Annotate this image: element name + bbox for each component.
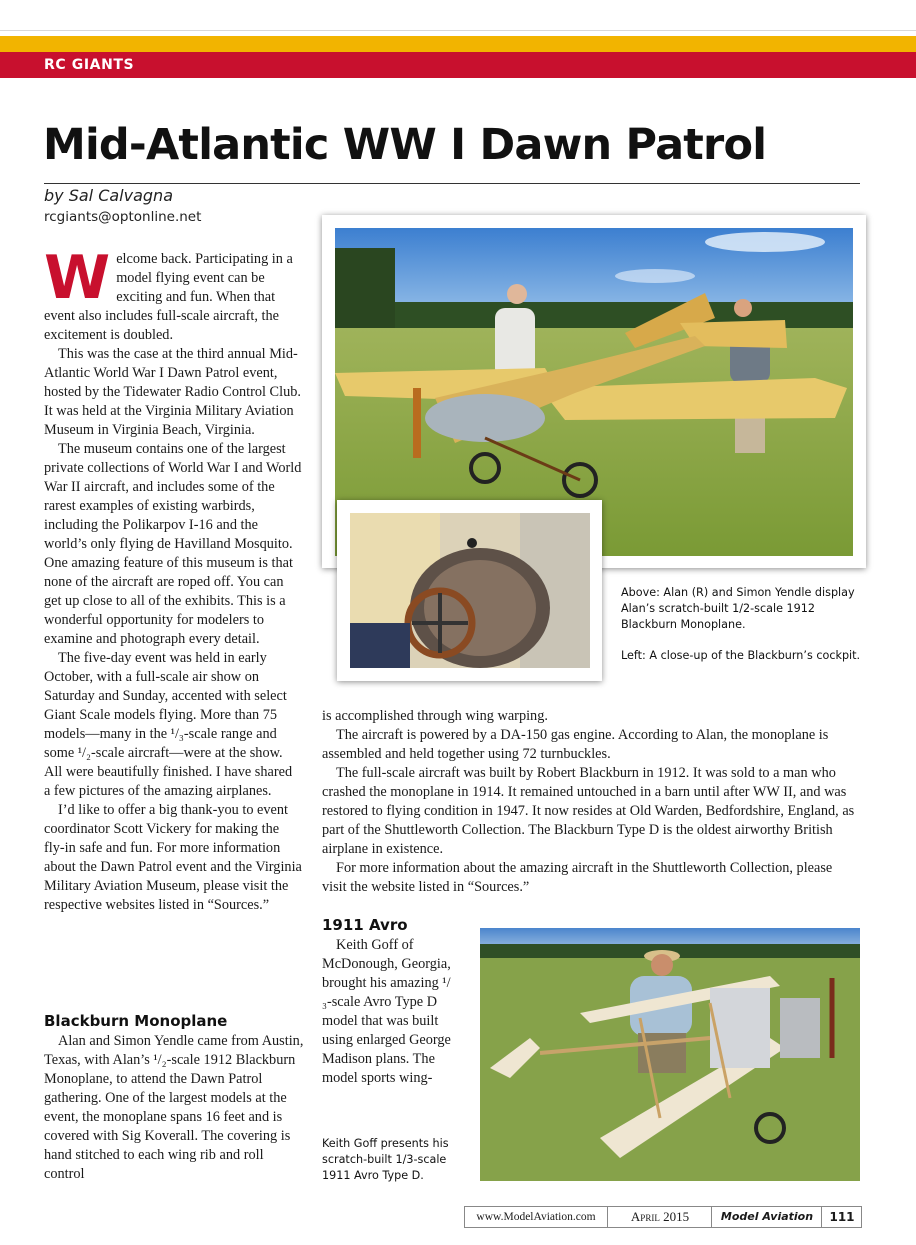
cockpit-photo-image bbox=[350, 513, 590, 668]
body-paragraph: Alan and Simon Yendle came from Austin, Texas, with Alan’s ¹/₂-scale 1912 Blackburn Monoplane, to attend the Dawn Patrol gathering. One of the largest models at the event, the monoplane spans 16 feet and is covered with Sig Koverall. The covering is hand stitched to each wing rib and roll control bbox=[44, 1033, 304, 1182]
dropcap: W bbox=[44, 243, 111, 313]
footer-url[interactable]: www.ModelAviation.com bbox=[476, 1211, 596, 1223]
title-rule bbox=[44, 183, 860, 184]
page-footer bbox=[464, 1206, 862, 1228]
intro-paragraph bbox=[44, 243, 302, 345]
body-paragraph: This was the case at the third annual Mid-Atlantic World War I Dawn Patrol event, hosted by the Tidewater Radio Control Club. It was held at the Virginia Military Aviation Museum in Virginia Beach, Virginia. bbox=[44, 346, 301, 438]
avro-column bbox=[322, 936, 452, 1088]
article-title: Mid-Atlantic WW I Dawn Patrol bbox=[43, 120, 767, 170]
body-paragraph: Keith Goff of McDonough, Georgia, brought his amazing ¹/₃-scale Avro Type D model that was built using enlarged George Madison plans. The model sports wing- bbox=[322, 937, 451, 1086]
caption-left: Left: A close-up of the Blackburn’s cockpit. bbox=[621, 649, 861, 662]
footer-magazine: Model Aviation bbox=[711, 1207, 822, 1227]
photo-avro bbox=[480, 928, 860, 1181]
body-paragraph: The aircraft is powered by a DA-150 gas engine. According to Alan, the monoplane is assembled and held together using 72 turnbuckles. bbox=[322, 727, 829, 762]
intro-text: elcome back. Participating in a model flying event can be exciting and fun. When that event also includes full-scale aircraft, the excitement is doubled. bbox=[44, 251, 293, 343]
body-paragraph: I’d like to offer a big thank-you to event coordinator Scott Vickery for making the fly-in safe and fun. For more information about the Dawn Patrol event and the Virginia Military Aviation Museum, please visit the respective websites listed in “Sources.” bbox=[44, 802, 302, 913]
right-column bbox=[322, 707, 860, 897]
subhead-blackburn: Blackburn Monoplane bbox=[44, 1012, 228, 1030]
caption-above: Above: Alan (R) and Simon Yendle display Alan’s scratch-built 1/2-scale 1912 Blackburn Monoplane. bbox=[621, 586, 855, 631]
caption-avro: Keith Goff presents his scratch-built 1/3-scale 1911 Avro Type D. bbox=[322, 1137, 449, 1182]
body-paragraph: The museum contains one of the largest private collections of World War I and World War II aircraft, and includes some of the rarest examples of existing warbirds, including the Polikarpov I-16 and the world’s only flying de Havilland Mosquito. One amazing feature of this museum is that none of the aircraft are roped off. You can get up close to all of the exhibits. This is a wonderful opportunity for modelers to examine and photograph every detail. bbox=[44, 441, 302, 647]
footer-date: April 2015 bbox=[607, 1207, 712, 1227]
photo-cockpit bbox=[337, 500, 602, 681]
header-red-bar bbox=[0, 52, 916, 78]
body-paragraph: The five-day event was held in early October, with a full-scale air show on Saturday and Sunday, accented with select Giant Scale models flying. More than 75 models—many in the ¹/₃-scale range and some ¹/₂-scale aircraft—were at the show. All were beautifully finished. I have shared a few pictures of the amazing airplanes. bbox=[44, 650, 293, 799]
author-email[interactable]: rcgiants@optonline.net bbox=[44, 209, 202, 225]
top-hairline bbox=[0, 30, 916, 31]
header-gold-bar bbox=[0, 36, 916, 52]
byline: by Sal Calvagna bbox=[44, 186, 173, 205]
continued-paragraph: is accomplished through wing warping. bbox=[322, 708, 548, 724]
left-column bbox=[44, 243, 302, 915]
section-label: RC GIANTS bbox=[44, 57, 135, 73]
body-paragraph: For more information about the amazing aircraft in the Shuttleworth Collection, please visit the website listed in “Sources.” bbox=[322, 860, 833, 895]
subhead-avro: 1911 Avro bbox=[322, 916, 408, 934]
avro-photo-image bbox=[480, 928, 860, 1181]
body-paragraph: The full-scale aircraft was built by Robert Blackburn in 1912. It was sold to a man who crashed the monoplane in 1914. It remained untouched in a barn until after WW II, and was restored to flying condition in 1947. It now resides at Old Warden, Bedfordshire, England, as part of the Shuttleworth Collection. The Blackburn Type D is the oldest airworthy British airplane in existence. bbox=[322, 765, 855, 857]
blackburn-column bbox=[44, 1032, 306, 1184]
page-number: 111 bbox=[821, 1207, 862, 1227]
